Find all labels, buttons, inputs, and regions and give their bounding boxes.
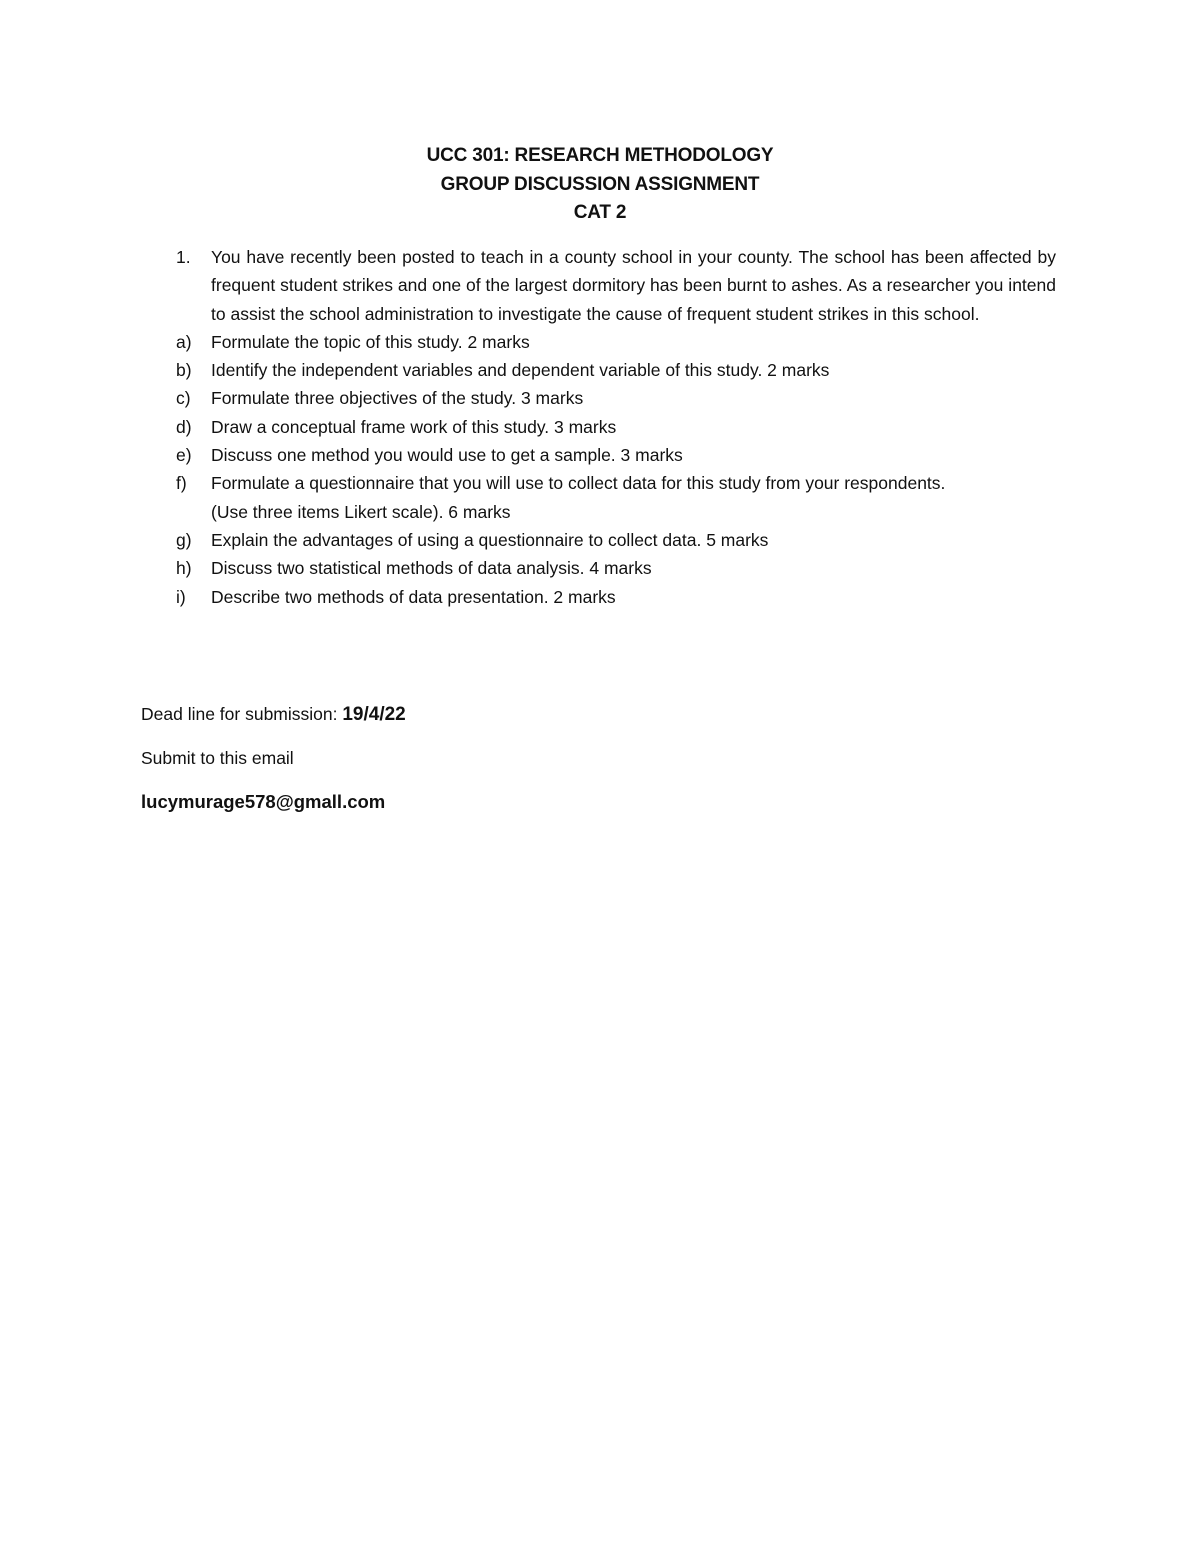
subquestion-letter: c) bbox=[176, 388, 191, 409]
subquestion-item bbox=[174, 328, 1056, 356]
subquestion-item bbox=[174, 441, 1056, 469]
question-item bbox=[174, 243, 1056, 328]
subquestion-item bbox=[174, 413, 1056, 441]
deadline-line bbox=[141, 700, 406, 729]
subquestion-letter: g) bbox=[176, 529, 192, 550]
subquestion-item bbox=[174, 583, 1056, 611]
subquestion-item bbox=[174, 526, 1056, 554]
submit-instruction: Submit to this email bbox=[141, 748, 294, 768]
subquestion-item bbox=[174, 554, 1056, 582]
subquestion-text: Describe two methods of data presentation. 2 marks bbox=[211, 586, 616, 607]
cat-title: CAT 2 bbox=[573, 202, 627, 223]
subquestion-text: Draw a conceptual frame work of this study. 3 marks bbox=[211, 416, 617, 437]
subquestion-letter: a) bbox=[176, 331, 192, 352]
subquestion-item bbox=[174, 356, 1056, 384]
subquestion-letter: f) bbox=[176, 473, 187, 494]
submission-email: lucymurage578@gmall.com bbox=[141, 791, 386, 812]
subquestion-letter: h) bbox=[176, 558, 192, 579]
subquestion-letter: b) bbox=[176, 360, 192, 381]
deadline-date: 19/4/22 bbox=[342, 704, 406, 725]
subquestion-text: Discuss two statistical methods of data analysis. 4 marks bbox=[211, 558, 652, 579]
document-header bbox=[0, 142, 1200, 228]
subquestion-letter: e) bbox=[176, 445, 192, 466]
subquestion-text: Explain the advantages of using a questionnaire to collect data. 5 marks bbox=[211, 529, 769, 550]
subquestion-text-continued: (Use three items Likert scale). 6 marks bbox=[211, 501, 511, 522]
subquestion-item bbox=[174, 384, 1056, 412]
subquestion-text: Formulate a questionnaire that you will use to collect data for this study from your respondents. bbox=[211, 473, 946, 494]
question-number: 1. bbox=[176, 247, 191, 267]
subquestion-letter: d) bbox=[176, 416, 192, 437]
subquestion-text: Identify the independent variables and dependent variable of this study. 2 marks bbox=[211, 360, 830, 381]
question-text: You have recently been posted to teach in a county school in your county. The school has been affected by frequent student strikes and one of the largest dormitory has been burnt to ashes. As a researcher you intend to assist the school administration to investigate the cause of frequent student strikes in this school. bbox=[211, 247, 1056, 324]
subquestion-text: Discuss one method you would use to get a sample. 3 marks bbox=[211, 445, 683, 466]
subquestion-item bbox=[174, 469, 1056, 526]
assignment-title: GROUP DISCUSSION ASSIGNMENT bbox=[440, 173, 760, 195]
subquestion-text: Formulate the topic of this study. 2 marks bbox=[211, 331, 530, 352]
subquestion-text: Formulate three objectives of the study. 3 marks bbox=[211, 388, 584, 409]
course-title: UCC 301: RESEARCH METHODOLOGY bbox=[426, 145, 774, 166]
deadline-label: Dead line for submission: bbox=[141, 704, 343, 724]
question-block bbox=[174, 243, 1056, 611]
subquestion-letter: i) bbox=[176, 586, 186, 607]
